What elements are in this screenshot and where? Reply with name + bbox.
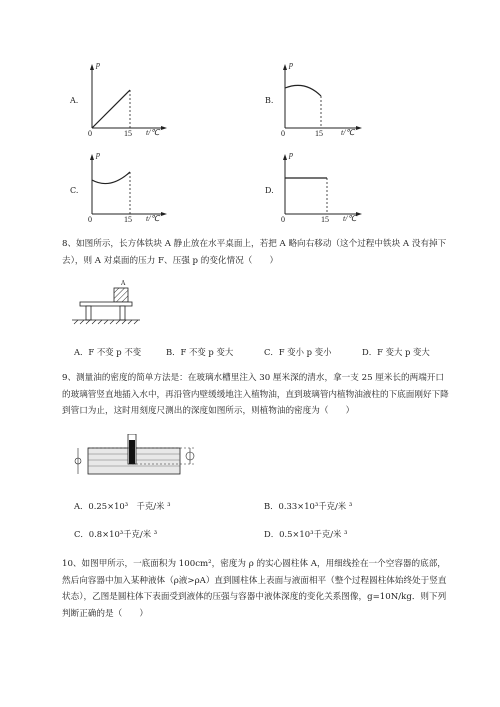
origin-label: 0 (281, 129, 285, 138)
option-d: D．F 变大 p 变大 (362, 347, 430, 357)
y-axis-label: p (96, 60, 100, 69)
graph-option-c (70, 150, 200, 240)
question-8-options (74, 346, 454, 358)
option-letter: D. (265, 186, 274, 195)
option-a: A．0.25×10³ 千克/米 ³ (74, 501, 171, 511)
y-axis-label: p (96, 150, 100, 159)
question-9-options-row-2 (74, 528, 454, 540)
table-block-diagram (68, 282, 148, 326)
x-axis-label: t/℃ (146, 214, 160, 223)
graph-option-d (265, 150, 395, 240)
graph-option-b (265, 58, 395, 148)
graph-option-a (70, 58, 200, 148)
option-letter: B. (265, 96, 274, 105)
tick-label: 15 (315, 129, 323, 138)
pressure-temperature-graph (265, 150, 395, 240)
x-axis-label: t/℃ (146, 128, 160, 137)
origin-label: 0 (88, 215, 92, 224)
option-letter: A. (70, 96, 79, 105)
option-d: D．0.5×10³千克/米 ³ (264, 529, 348, 539)
question-9-text: 9、测量油的密度的简单方法是：在玻璃水槽里注入 30 厘米深的清水，拿一支 25 厘米长的两端开口的玻璃管竖直地插入水中，再沿管内壁缓缓地注入植物油，直到玻璃管内植物油液柱的下底面刚好下降到管口为止，这时用刻度尺测出的深度如图所示，则植物油的密度为（ ） (62, 373, 449, 416)
x-axis-label: t/℃ (343, 214, 357, 223)
option-b: B．F 不变 p 变大 (166, 347, 234, 357)
question-8-figure (68, 282, 148, 326)
question-10-text: 10、如图甲所示，一底面积为 100cm²，密度为 ρ 的实心圆柱体 A，用细线拴在一个空容器的底部，然后向容器中加入某种液体（ρ液>ρA）直到圆柱体上表面与液面相平（整个过程圆柱体始终处于竖直状态），乙图是圆柱体下表面受到液体的压强与容器中液体深度的变化关系图像，g=10N/kg．则下列判断正确的是（ ） (62, 559, 447, 619)
pressure-temperature-graph (70, 150, 200, 240)
question-9-options-row-1 (74, 500, 454, 512)
option-c: C．0.8×10³千克/米 ³ (74, 529, 158, 539)
y-axis-label: p (289, 150, 293, 159)
question-9-figure (72, 434, 212, 476)
origin-label: 0 (88, 129, 92, 138)
tick-label: 15 (124, 129, 132, 138)
tick-label: 15 (321, 215, 329, 224)
option-a: A．F 不变 p 不变 (74, 347, 142, 357)
option-b: B．0.33×10³千克/米 ³ (264, 501, 353, 511)
option-letter: C. (70, 186, 79, 195)
y-axis-label: p (289, 60, 293, 69)
origin-label: 0 (281, 215, 285, 224)
tick-label: 15 (124, 215, 132, 224)
tank-tube-diagram (72, 434, 212, 476)
block-label: A (121, 280, 126, 287)
question-8-text: 8、如图所示，长方体铁块 A 静止放在水平桌面上，若把 A 略向右移动（这个过程中铁块 A 没有掉下去），则 A 对桌面的压力 F、压强 p 的变化情况（ ） (62, 239, 447, 266)
x-axis-label: t/℃ (341, 128, 355, 137)
option-c: C．F 变小 p 变小 (264, 347, 332, 357)
